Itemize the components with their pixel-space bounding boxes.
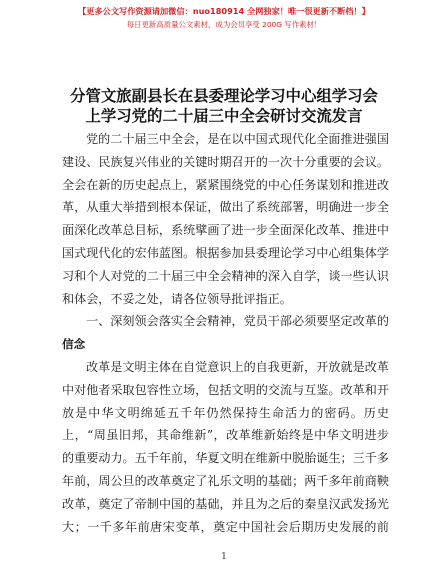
body-line: 党的二十届三中全会，是在以中国式现代化全面推进强国 bbox=[86, 132, 389, 146]
promo-banner bbox=[0, 4, 448, 31]
document-title bbox=[40, 86, 408, 126]
body-line: 改革是文明主体在自觉意识上的自我更新，开放就是改革 bbox=[86, 359, 389, 374]
body-line: 改革，奠定了帝制中国的基础，并且为之后的秦皇汉武发扬光 bbox=[62, 496, 389, 511]
title-line-2: 上学习党的二十届三中全会研讨交流发言 bbox=[85, 107, 363, 125]
body-line: 建设、民族复兴伟业的关键时期召开的一次十分重要的会议。 bbox=[62, 154, 389, 169]
body-line: 面深化改革总目标，系统擘画了进一步全面深化改革、推进中 bbox=[62, 223, 389, 238]
body-line: 国式现代化的宏伟蓝图。根据参加县委理论学习中心组集体学 bbox=[62, 245, 389, 260]
body-line: 中对他者采取包容性立场，包括文明的交流与互鉴。改革和开 bbox=[62, 382, 389, 397]
body-line: 的重要动力。五千年前，华夏文明在维新中脱胎诞生；三千多 bbox=[62, 451, 389, 466]
title-line-1: 分管文旅副县长在县委理论学习中心组学习会 bbox=[70, 87, 378, 105]
body-line: 革，从重大举措到根本保证，做出了系统部署，明确进一步全 bbox=[62, 200, 389, 215]
promo-banner-line-1: 【更多公文写作资源请加微信：nuo180914 全网独家！唯一很更新不断档！】 bbox=[78, 6, 370, 16]
body-line: 年前，周公旦的改革奠定了礼乐文明的基础；两千多年前商鞅 bbox=[62, 473, 389, 488]
body-line: 大；一千多年前唐宋变革，奠定中国社会后期历史发展的前 bbox=[62, 519, 389, 534]
section-heading-line: 一、深刻领会落实全会精神，党员干部必须要坚定改革的 bbox=[86, 314, 389, 329]
section-heading-line: 信念 bbox=[62, 337, 86, 352]
body-line: 习和个人对党的二十届三中全会精神的深入自学，谈一些认识 bbox=[62, 268, 389, 283]
promo-banner-line-2: 每日更新高质量公文素材，成为会员享受 200G 写作素材！ bbox=[126, 20, 322, 29]
body-line: 上，“周虽旧邦，其命维新”，改革维新始终是中华文明进步 bbox=[62, 428, 389, 443]
body-line: 放是中华文明绵延五千年仍然保持生命活力的密码。历史 bbox=[62, 405, 389, 420]
body-line: 和体会，不妥之处，请各位领导批评指正。 bbox=[62, 291, 292, 306]
body-line: 全会在新的历史起点上，紧紧围绕党的中心任务谋划和推进改 bbox=[62, 177, 389, 192]
page-number: 1 bbox=[221, 552, 227, 562]
document-body bbox=[62, 128, 389, 538]
